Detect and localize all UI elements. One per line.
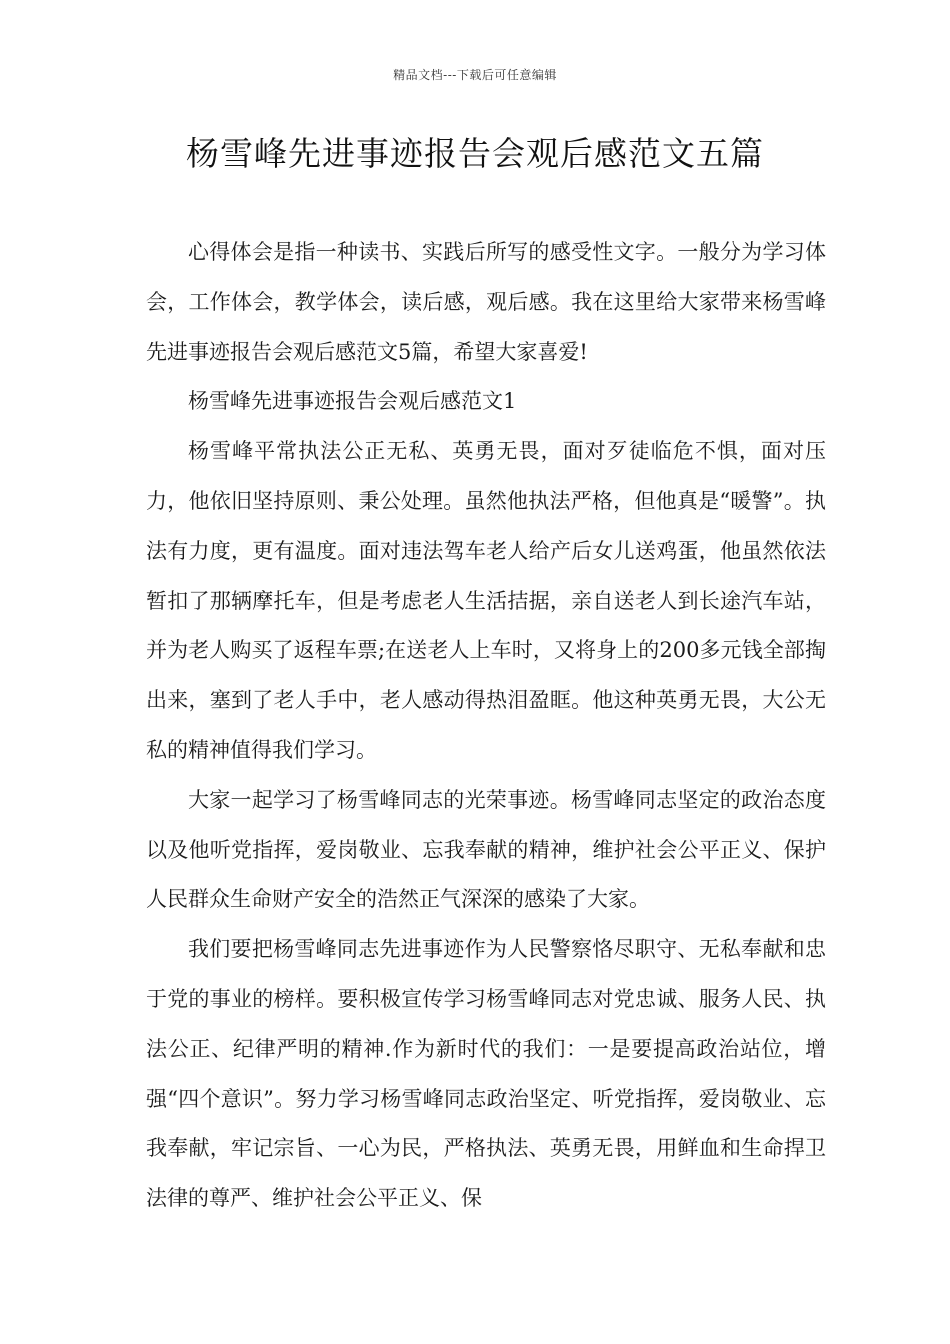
paragraph: 杨雪峰平常执法公正无私、英勇无畏，面对歹徒临危不惧，面对压力，他依旧坚持原则、秉公处理。虽然他执法严格，但他真是“暖警”。执法有力度，更有温度。面对违法驾车老人给产后女儿送鸡蛋，他虽然依法暂扣了那辆摩托车，但是考虑老人生活拮据，亲自送老人到长途汽车站，并为老人购买了返程车票;在送老人上车时，又将身上的200多元钱全部掏出来，塞到了老人手中，老人感动得热泪盈眶。他这种英勇无畏，大公无私的精神值得我们学习。: [146, 439, 826, 762]
document-title: 杨雪峰先进事迹报告会观后感范文五篇: [186, 134, 764, 173]
paragraph: 大家一起学习了杨雪峰同志的光荣事迹。杨雪峰同志坚定的政治态度以及他听党指挥，爱岗敬业、忘我奉献的精神，维护社会公平正义、保护人民群众生命财产安全的浩然正气深深的感染了大家。: [146, 787, 826, 912]
header-note: 精品文档---下载后可任意编辑: [393, 68, 557, 82]
paragraph-intro: 心得体会是指一种读书、实践后所写的感受性文字。一般分为学习体会，工作体会，教学体会，读后感，观后感。我在这里给大家带来杨雪峰先进事迹报告会观后感范文5篇，希望大家喜爱!: [146, 240, 826, 364]
document-body: [146, 228, 826, 1224]
paragraph: 我们要把杨雪峰同志先进事迹作为人民警察恪尽职守、无私奉献和忠于党的事业的榜样。要积极宣传学习杨雪峰同志对党忠诚、服务人民、执法公正、纪律严明的精神.作为新时代的我们：一是要提高政治站位，增强“四个意识”。努力学习杨雪峰同志政治坚定、听党指挥，爱岗敬业、忘我奉献，牢记宗旨、一心为民，严格执法、英勇无畏，用鲜血和生命捍卫法律的尊严、维护社会公平正义、保: [146, 937, 826, 1211]
section-heading: 杨雪峰先进事迹报告会观后感范文1: [188, 389, 517, 414]
